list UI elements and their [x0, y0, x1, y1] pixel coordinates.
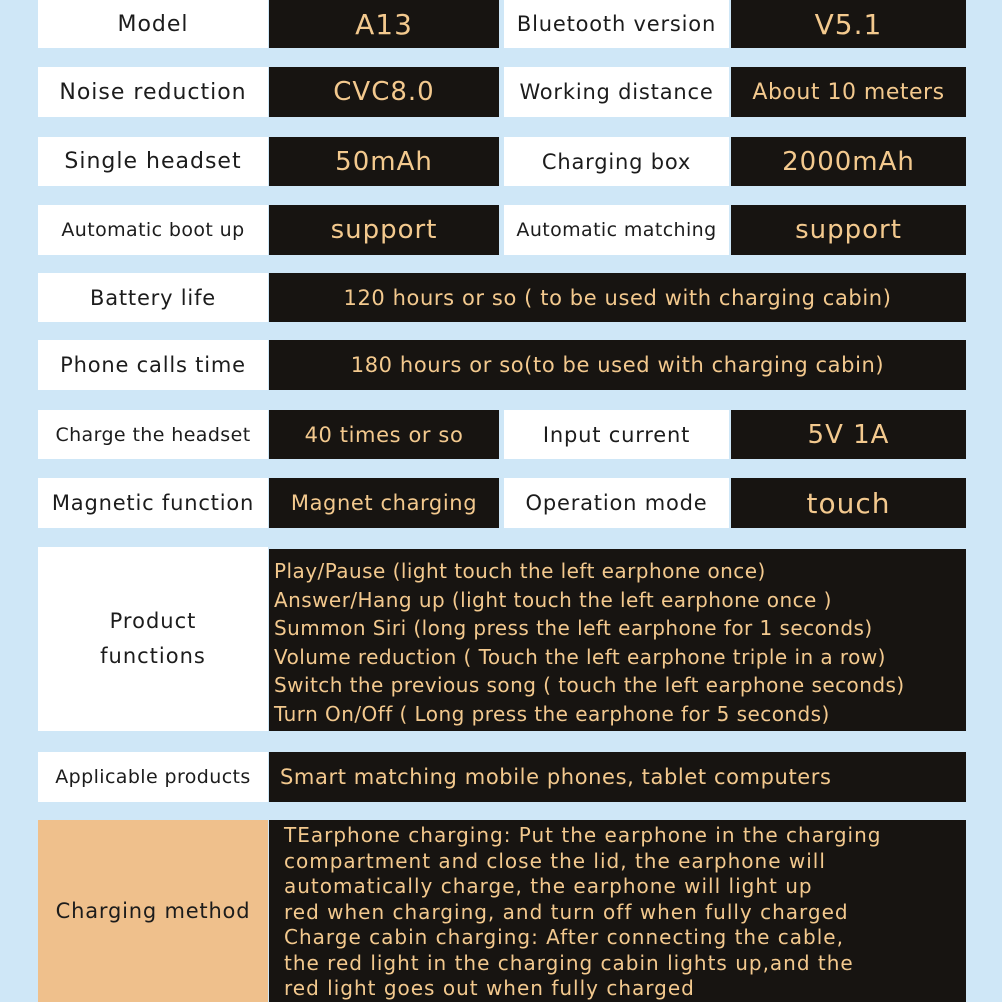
spec-label-charging-method: Charging method [38, 820, 268, 1002]
charging-line: red light goes out when fully charged [284, 976, 695, 1000]
charging-line: Charge cabin charging: After connecting the cable, [284, 925, 844, 949]
spec-label-charging-box: Charging box [504, 137, 729, 186]
product-functions-label-line2: functions [100, 644, 206, 668]
spec-value-automatic-boot-up: support [269, 205, 499, 255]
function-item: Volume reduction ( Touch the left earphone triple in a row) [274, 644, 886, 669]
spec-label-product-functions [38, 547, 268, 731]
spec-label-automatic-boot-up: Automatic boot up [38, 205, 268, 255]
spec-value-applicable-products: Smart matching mobile phones, tablet computers [269, 752, 966, 802]
charging-line: the red light in the charging cabin lights up,and the [284, 950, 854, 975]
spec-label-phone-calls-time: Phone calls time [38, 340, 268, 390]
charging-line: automatically charge, the earphone will light up [284, 874, 813, 898]
spec-value-charging-box: 2000mAh [731, 137, 966, 186]
spec-label-input-current: Input current [504, 410, 729, 459]
spec-value-single-headset: 50mAh [269, 137, 499, 186]
spec-label-magnetic-function: Magnetic function [38, 478, 268, 528]
spec-value-bluetooth-version: V5.1 [731, 0, 966, 48]
spec-value-operation-mode: touch [731, 478, 966, 528]
spec-value-model: A13 [269, 0, 499, 48]
spec-value-automatic-matching: support [731, 205, 966, 255]
spec-label-model: Model [38, 0, 268, 48]
spec-label-bluetooth-version: Bluetooth version [504, 0, 729, 48]
spec-label-automatic-matching: Automatic matching [504, 205, 729, 255]
charging-method-description [269, 820, 966, 1002]
spec-value-magnetic-function: Magnet charging [269, 478, 499, 528]
spec-value-phone-calls-time: 180 hours or so(to be used with charging cabin) [269, 340, 966, 390]
function-item: Turn On/Off ( Long press the earphone for 5 seconds) [274, 701, 830, 726]
spec-label-single-headset: Single headset [38, 137, 268, 186]
function-item: Answer/Hang up (light touch the left earphone once ) [274, 587, 832, 612]
spec-value-input-current: 5V 1A [731, 410, 966, 459]
spec-label-charge-the-headset: Charge the headset [38, 410, 268, 459]
charging-line: TEarphone charging: Put the earphone in the charging [284, 823, 882, 847]
spec-label-working-distance: Working distance [504, 67, 729, 117]
spec-value-working-distance: About 10 meters [731, 67, 966, 117]
charging-line: red when charging, and turn off when fully charged [284, 899, 849, 924]
spec-label-operation-mode: Operation mode [504, 478, 729, 528]
spec-label-noise-reduction: Noise reduction [38, 67, 268, 117]
function-item: Switch the previous song ( touch the left earphone seconds) [274, 673, 905, 697]
function-item: Play/Pause (light touch the left earphone once) [274, 559, 766, 583]
function-item: Summon Siri (long press the left earphone for 1 seconds) [274, 616, 873, 640]
product-functions-label-line1: Product [109, 609, 197, 633]
spec-label-applicable-products: Applicable products [38, 752, 268, 802]
charging-line: compartment and close the lid, the earphone will [284, 848, 826, 873]
spec-value-noise-reduction: CVC8.0 [269, 67, 499, 117]
spec-value-charge-the-headset: 40 times or so [269, 410, 499, 459]
product-functions-list [269, 549, 966, 731]
spec-label-battery-life: Battery life [38, 273, 268, 322]
spec-value-battery-life: 120 hours or so ( to be used with charging cabin) [269, 273, 966, 322]
